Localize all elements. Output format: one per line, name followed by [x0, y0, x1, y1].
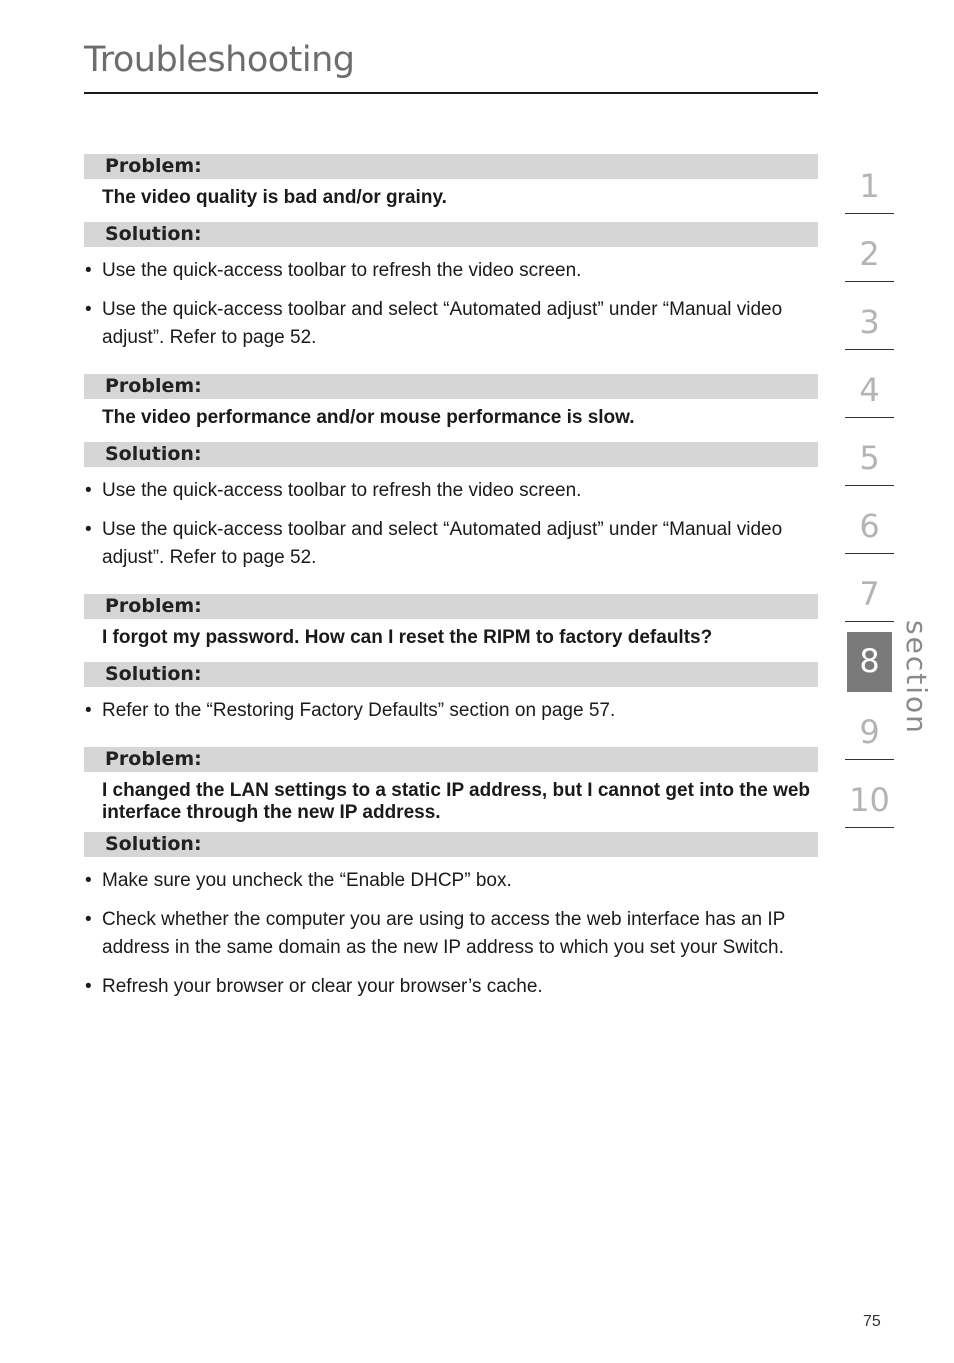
solution-list [84, 697, 818, 725]
solution-item: • Refresh your browser or clear your browser’s cache. [84, 973, 818, 1001]
troubleshooting-content [84, 154, 818, 1023]
solution-item: • Use the quick-access toolbar to refresh the video screen. [84, 477, 818, 505]
section-tab-4[interactable]: 4 [845, 364, 894, 418]
solution-item: • Use the quick-access toolbar to refresh the video screen. [84, 257, 818, 285]
section-nav [845, 160, 894, 842]
solution-item: • Use the quick-access toolbar and select “Automated adjust” under “Manual video adjust”. Refer to page 52. [84, 516, 818, 572]
section-tab-1[interactable]: 1 [845, 160, 894, 214]
problem-text: The video performance and/or mouse performance is slow. [102, 407, 635, 428]
section-tab-10[interactable]: 10 [845, 774, 894, 828]
title-divider [84, 92, 818, 94]
section-label: section [900, 620, 933, 735]
solution-item: • Refer to the “Restoring Factory Defaults” section on page 57. [84, 697, 818, 725]
solution-item: • Use the quick-access toolbar and select “Automated adjust” under “Manual video adjust”. Refer to page 52. [84, 296, 818, 352]
section-tab-5[interactable]: 5 [845, 432, 894, 486]
problem-text: I forgot my password. How can I reset the RIPM to factory defaults? [102, 627, 713, 648]
problem-block [84, 747, 818, 1001]
section-tab-2[interactable]: 2 [845, 228, 894, 282]
page-title: Troubleshooting [84, 40, 355, 80]
section-tab-8-active[interactable]: 8 [847, 632, 892, 692]
solution-list [84, 477, 818, 572]
solution-list [84, 257, 818, 352]
page-number: 75 [863, 1313, 881, 1330]
section-tab-3[interactable]: 3 [845, 296, 894, 350]
problem-text: The video quality is bad and/or grainy. [102, 187, 447, 208]
solution-heading: Solution: [84, 442, 818, 467]
problem-text: I changed the LAN settings to a static IP address, but I cannot get into the web interface through the new IP address. [102, 780, 811, 823]
solution-item: • Check whether the computer you are using to access the web interface has an IP address in the same domain as the new IP address to which you set your Switch. [84, 906, 818, 962]
solution-heading: Solution: [84, 662, 818, 687]
section-tab-7[interactable]: 7 [845, 568, 894, 622]
solution-heading: Solution: [84, 222, 818, 247]
problem-heading: Problem: [84, 594, 818, 619]
problem-heading: Problem: [84, 374, 818, 399]
problem-block [84, 594, 818, 725]
solution-list [84, 867, 818, 1001]
problem-heading: Problem: [84, 747, 818, 772]
solution-item: • Make sure you uncheck the “Enable DHCP” box. [84, 867, 818, 895]
problem-block [84, 374, 818, 572]
section-tab-9[interactable]: 9 [845, 706, 894, 760]
section-tab-6[interactable]: 6 [845, 500, 894, 554]
solution-heading: Solution: [84, 832, 818, 857]
problem-heading: Problem: [84, 154, 818, 179]
problem-block [84, 154, 818, 352]
